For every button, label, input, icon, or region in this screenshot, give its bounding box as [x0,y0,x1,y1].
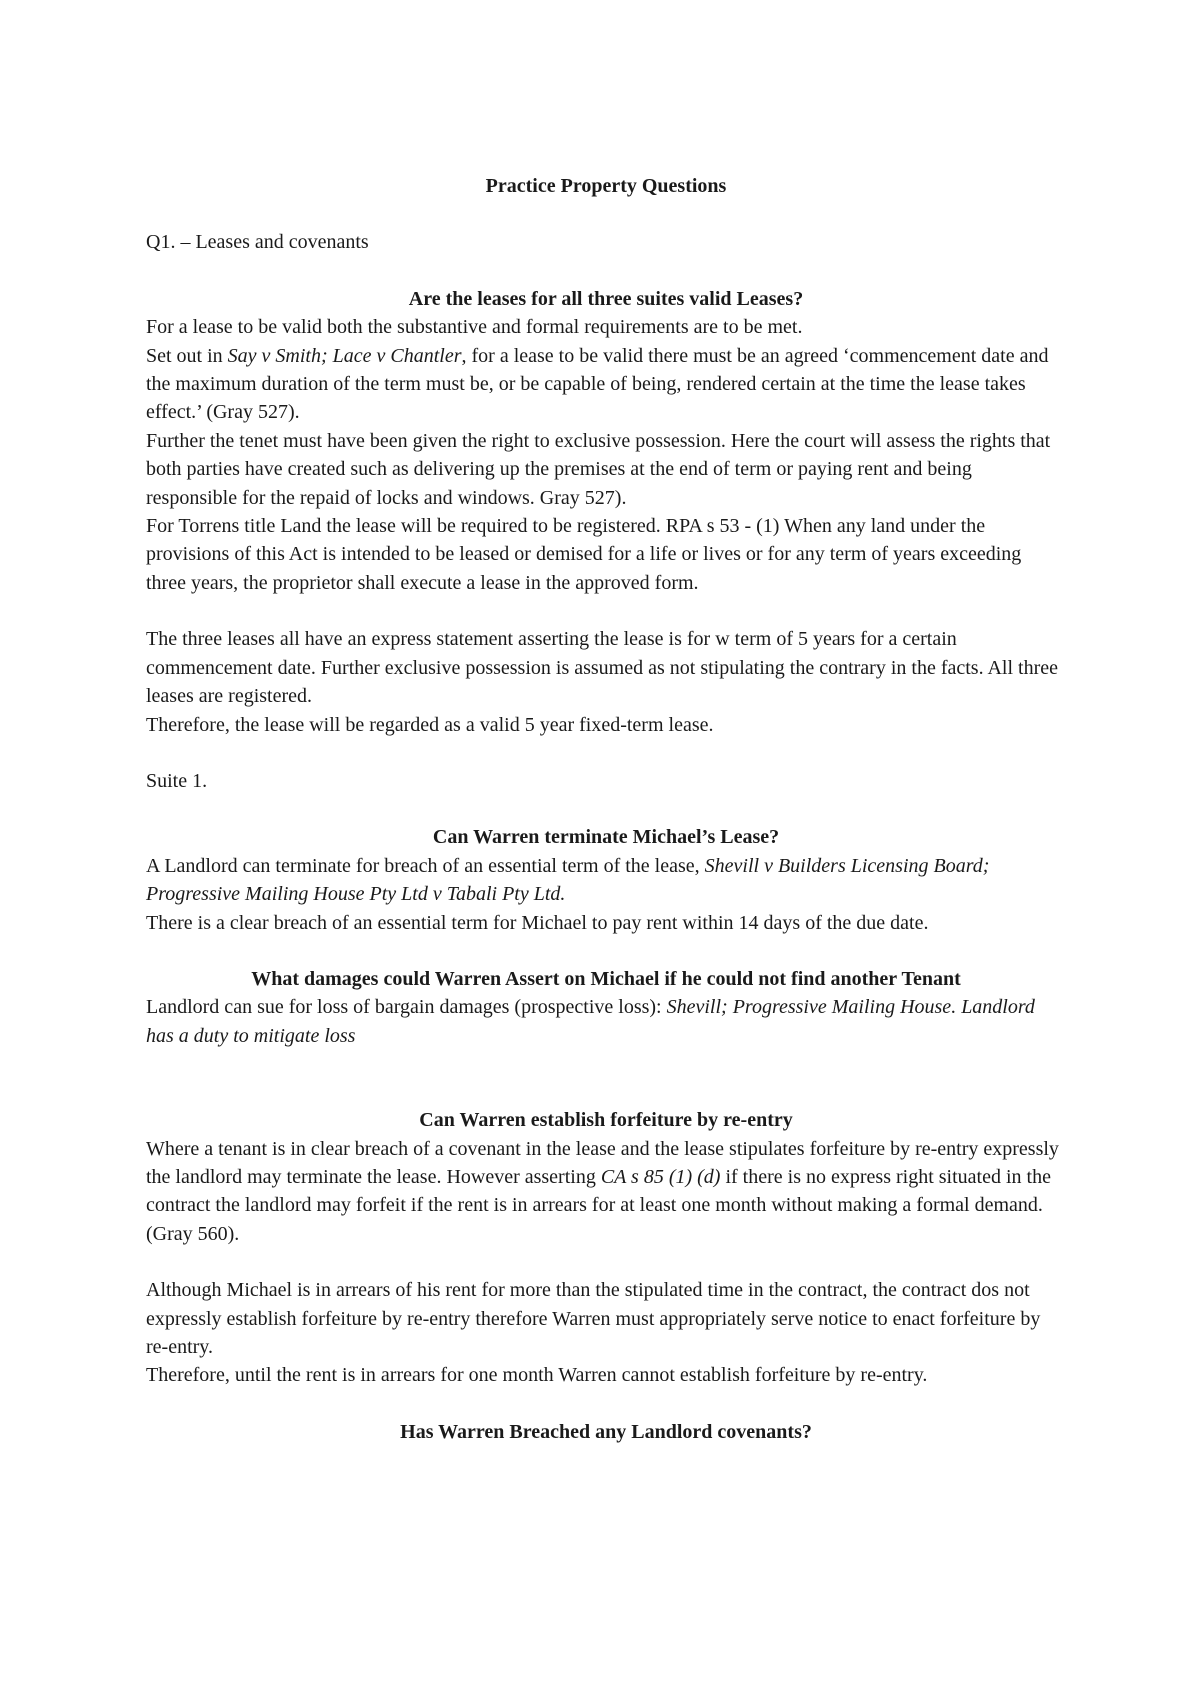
case-citation: Shevill v Builders Licensing Board; Progressive Mailing House Pty Ltd v Tabali Pty Ltd. [146,854,990,906]
paragraph: For a lease to be valid both the substantive and formal requirements are to be met. [146,316,803,339]
heading-breached: Has Warren Breached any Landlord covenants? [400,1420,812,1443]
text-run: if there is no express right situated in the contract the landlord may forfeit if the rent is in arrears for at least one month without making a formal demand. (Gray 560). [146,1165,1051,1245]
paragraph [146,852,1066,909]
heading-damages: What damages could Warren Assert on Michael if he could not find another Tenant [251,967,961,990]
heading-terminate: Can Warren terminate Michael’s Lease? [432,826,780,849]
case-citation: Say v Smith; Lace v Chantler [227,344,462,367]
heading-forfeiture: Can Warren establish forfeiture by re-entry [419,1109,793,1132]
paragraph: Therefore, the lease will be regarded as a valid 5 year fixed-term lease. [146,713,714,736]
text-run: Where a tenant is in clear breach of a covenant in the lease and the lease stipulates forfeiture by re-entry expressly the landlord may terminate the lease. However asserting [146,1137,1059,1188]
paragraph: Therefore, until the rent is in arrears for one month Warren cannot establish forfeiture by re-entry. [146,1364,928,1387]
text-run: A Landlord can terminate for breach of an essential term of the lease, [146,854,705,877]
paragraph [146,993,1066,1050]
paragraph: Further the tenet must have been given the right to exclusive possession. Here the court will assess the rights that both parties have created such as delivering up the premises at the end of term or paying rent and being responsible for the repaid of locks and windows. Gray 527). [146,429,1051,509]
paragraph: Although Michael is in arrears of his rent for more than the stipulated time in the contract, the contract dos not expressly establish forfeiture by re-entry therefore Warren must appropriately serve notice to enact forfeiture by re-entry. [146,1279,1041,1358]
text-run: . Landlord has a duty to mitigate loss [146,996,1035,1047]
paragraph [146,342,1066,427]
paragraph: For Torrens title Land the lease will be required to be registered. RPA s 53 - (1) When any land under the provisions of this Act is intended to be leased or demised for a life or lives or for any term of years exceeding three years, the proprietor shall execute a lease in the approved form. [146,515,1022,594]
paragraph: There is a clear breach of an essential term for Michael to pay rent within 14 days of the due date. [146,911,929,934]
document-page [146,172,1066,1446]
statute-citation: CA s 85 (1) (d) [600,1165,721,1188]
document-title: Practice Property Questions [485,175,727,197]
section-label: Suite 1. [146,769,208,792]
text-run: Set out in [146,344,228,367]
case-citation: Shevill; Progressive Mailing House [666,996,952,1019]
heading-valid-leases: Are the leases for all three suites valid Leases? [408,287,804,310]
paragraph [146,1135,1066,1249]
paragraph: The three leases all have an express statement asserting the lease is for w term of 5 years for a certain commencement date. Further exclusive possession is assumed as not stipulating the contrary in the facts. All three leases are registered. [146,628,1059,708]
text-run: Landlord can sue for loss of bargain damages (prospective loss): [146,996,667,1019]
text-run: , for a lease to be valid there must be an agreed ‘commencement date and the maximum duration of the term must be, or be capable of being, rendered certain at the time the lease takes effect.’ (Gray 527). [146,344,1049,424]
question-label: Q1. – Leases and covenants [146,231,369,254]
